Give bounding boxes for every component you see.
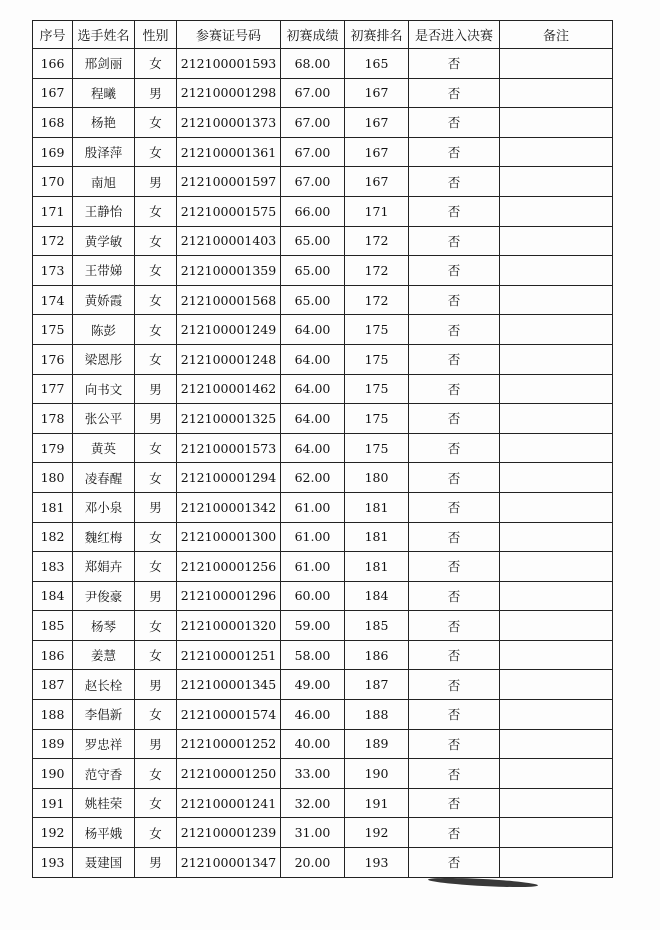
cell-entry-number: 212100001325 [177, 404, 281, 434]
cell-name: 王带娣 [73, 256, 135, 286]
cell-name: 张公平 [73, 404, 135, 434]
cell-seq: 192 [33, 818, 73, 848]
cell-entry-number: 212100001597 [177, 167, 281, 197]
cell-advance-final: 否 [409, 108, 500, 138]
cell-name: 杨平娥 [73, 818, 135, 848]
cell-name: 杨琴 [73, 611, 135, 641]
cell-seq: 186 [33, 640, 73, 670]
header-prelim-score: 初赛成绩 [281, 21, 345, 49]
cell-name: 凌春醒 [73, 463, 135, 493]
cell-entry-number: 212100001403 [177, 226, 281, 256]
cell-prelim-score: 64.00 [281, 404, 345, 434]
cell-entry-number: 212100001373 [177, 108, 281, 138]
cell-gender: 女 [135, 640, 177, 670]
header-gender: 性别 [135, 21, 177, 49]
cell-seq: 172 [33, 226, 73, 256]
cell-gender: 女 [135, 108, 177, 138]
cell-prelim-score: 64.00 [281, 315, 345, 345]
cell-advance-final: 否 [409, 611, 500, 641]
cell-name: 南旭 [73, 167, 135, 197]
table-row [33, 285, 613, 315]
cell-gender: 女 [135, 463, 177, 493]
cell-remarks [500, 285, 613, 315]
cell-entry-number: 212100001251 [177, 640, 281, 670]
cell-prelim-rank: 180 [345, 463, 409, 493]
cell-remarks [500, 492, 613, 522]
cell-name: 王静怡 [73, 196, 135, 226]
cell-seq: 193 [33, 848, 73, 878]
cell-entry-number: 212100001248 [177, 344, 281, 374]
cell-entry-number: 212100001593 [177, 49, 281, 79]
cell-prelim-rank: 184 [345, 581, 409, 611]
table-row [33, 492, 613, 522]
table-row [33, 522, 613, 552]
cell-advance-final: 否 [409, 492, 500, 522]
cell-seq: 170 [33, 167, 73, 197]
table-row [33, 108, 613, 138]
table-row [33, 729, 613, 759]
cell-advance-final: 否 [409, 167, 500, 197]
cell-advance-final: 否 [409, 640, 500, 670]
cell-entry-number: 212100001575 [177, 196, 281, 226]
cell-prelim-rank: 193 [345, 848, 409, 878]
cell-seq: 188 [33, 700, 73, 730]
cell-gender: 女 [135, 315, 177, 345]
cell-prelim-rank: 167 [345, 108, 409, 138]
table-row [33, 788, 613, 818]
cell-prelim-rank: 167 [345, 167, 409, 197]
cell-seq: 171 [33, 196, 73, 226]
cell-seq: 191 [33, 788, 73, 818]
cell-gender: 女 [135, 700, 177, 730]
cell-name: 邓小泉 [73, 492, 135, 522]
cell-name: 程曦 [73, 78, 135, 108]
cell-prelim-score: 40.00 [281, 729, 345, 759]
cell-prelim-score: 62.00 [281, 463, 345, 493]
table-row [33, 700, 613, 730]
cell-seq: 167 [33, 78, 73, 108]
cell-entry-number: 212100001294 [177, 463, 281, 493]
cell-entry-number: 212100001342 [177, 492, 281, 522]
cell-name: 尹俊豪 [73, 581, 135, 611]
cell-prelim-score: 67.00 [281, 78, 345, 108]
cell-entry-number: 212100001320 [177, 611, 281, 641]
cell-prelim-score: 65.00 [281, 256, 345, 286]
cell-name: 郑娟卉 [73, 552, 135, 582]
cell-remarks [500, 315, 613, 345]
cell-advance-final: 否 [409, 788, 500, 818]
cell-gender: 男 [135, 670, 177, 700]
table-header-row [33, 21, 613, 49]
cell-name: 杨艳 [73, 108, 135, 138]
cell-gender: 男 [135, 78, 177, 108]
cell-prelim-rank: 181 [345, 522, 409, 552]
cell-advance-final: 否 [409, 374, 500, 404]
cell-advance-final: 否 [409, 196, 500, 226]
cell-advance-final: 否 [409, 818, 500, 848]
table-row [33, 759, 613, 789]
cell-gender: 男 [135, 374, 177, 404]
cell-seq: 181 [33, 492, 73, 522]
cell-gender: 女 [135, 226, 177, 256]
cell-seq: 176 [33, 344, 73, 374]
cell-entry-number: 212100001347 [177, 848, 281, 878]
cell-advance-final: 否 [409, 670, 500, 700]
cell-prelim-score: 67.00 [281, 167, 345, 197]
table-row [33, 463, 613, 493]
table-row [33, 848, 613, 878]
table-row [33, 344, 613, 374]
cell-prelim-score: 61.00 [281, 552, 345, 582]
cell-seq: 179 [33, 433, 73, 463]
cell-prelim-rank: 171 [345, 196, 409, 226]
cell-remarks [500, 108, 613, 138]
cell-prelim-rank: 167 [345, 78, 409, 108]
cell-prelim-rank: 192 [345, 818, 409, 848]
cell-gender: 女 [135, 611, 177, 641]
cell-gender: 女 [135, 285, 177, 315]
header-advance-final: 是否进入决赛 [409, 21, 500, 49]
cell-prelim-rank: 175 [345, 433, 409, 463]
cell-name: 黄学敏 [73, 226, 135, 256]
cell-advance-final: 否 [409, 522, 500, 552]
table-row [33, 167, 613, 197]
cell-seq: 166 [33, 49, 73, 79]
cell-seq: 174 [33, 285, 73, 315]
cell-advance-final: 否 [409, 759, 500, 789]
cell-name: 黄娇霞 [73, 285, 135, 315]
cell-gender: 女 [135, 818, 177, 848]
cell-remarks [500, 78, 613, 108]
cell-entry-number: 212100001252 [177, 729, 281, 759]
cell-seq: 185 [33, 611, 73, 641]
cell-prelim-rank: 191 [345, 788, 409, 818]
cell-advance-final: 否 [409, 285, 500, 315]
cell-advance-final: 否 [409, 49, 500, 79]
scan-smudge [428, 876, 538, 889]
cell-advance-final: 否 [409, 433, 500, 463]
cell-prelim-score: 64.00 [281, 374, 345, 404]
table-row [33, 78, 613, 108]
cell-prelim-rank: 167 [345, 137, 409, 167]
table-row [33, 670, 613, 700]
cell-prelim-score: 59.00 [281, 611, 345, 641]
cell-prelim-score: 31.00 [281, 818, 345, 848]
cell-seq: 187 [33, 670, 73, 700]
cell-seq: 183 [33, 552, 73, 582]
cell-seq: 180 [33, 463, 73, 493]
header-entry-number: 参赛证号码 [177, 21, 281, 49]
cell-gender: 男 [135, 492, 177, 522]
cell-name: 殷泽萍 [73, 137, 135, 167]
cell-remarks [500, 137, 613, 167]
cell-advance-final: 否 [409, 848, 500, 878]
cell-gender: 男 [135, 167, 177, 197]
cell-remarks [500, 167, 613, 197]
cell-gender: 女 [135, 137, 177, 167]
table-row [33, 433, 613, 463]
table-row [33, 196, 613, 226]
cell-entry-number: 212100001574 [177, 700, 281, 730]
cell-remarks [500, 433, 613, 463]
cell-prelim-rank: 175 [345, 374, 409, 404]
table-row [33, 581, 613, 611]
cell-name: 陈彭 [73, 315, 135, 345]
table-row [33, 404, 613, 434]
cell-gender: 女 [135, 433, 177, 463]
cell-name: 范守香 [73, 759, 135, 789]
cell-prelim-rank: 175 [345, 315, 409, 345]
cell-entry-number: 212100001573 [177, 433, 281, 463]
cell-prelim-score: 33.00 [281, 759, 345, 789]
cell-remarks [500, 729, 613, 759]
cell-entry-number: 212100001296 [177, 581, 281, 611]
cell-gender: 女 [135, 552, 177, 582]
cell-seq: 189 [33, 729, 73, 759]
cell-entry-number: 212100001462 [177, 374, 281, 404]
cell-prelim-score: 49.00 [281, 670, 345, 700]
cell-seq: 173 [33, 256, 73, 286]
header-name: 选手姓名 [73, 21, 135, 49]
cell-name: 罗忠祥 [73, 729, 135, 759]
cell-prelim-rank: 172 [345, 285, 409, 315]
cell-prelim-score: 65.00 [281, 226, 345, 256]
cell-prelim-rank: 189 [345, 729, 409, 759]
cell-remarks [500, 788, 613, 818]
cell-prelim-rank: 172 [345, 256, 409, 286]
cell-name: 姜慧 [73, 640, 135, 670]
cell-remarks [500, 700, 613, 730]
header-remarks: 备注 [500, 21, 613, 49]
cell-remarks [500, 256, 613, 286]
cell-gender: 女 [135, 759, 177, 789]
cell-gender: 女 [135, 788, 177, 818]
table-row [33, 315, 613, 345]
cell-advance-final: 否 [409, 700, 500, 730]
cell-remarks [500, 344, 613, 374]
cell-advance-final: 否 [409, 404, 500, 434]
cell-name: 向书文 [73, 374, 135, 404]
cell-prelim-rank: 185 [345, 611, 409, 641]
table-row [33, 49, 613, 79]
cell-gender: 女 [135, 256, 177, 286]
cell-prelim-score: 58.00 [281, 640, 345, 670]
cell-gender: 女 [135, 344, 177, 374]
cell-prelim-rank: 181 [345, 492, 409, 522]
cell-name: 黄英 [73, 433, 135, 463]
cell-prelim-rank: 190 [345, 759, 409, 789]
cell-entry-number: 212100001256 [177, 552, 281, 582]
cell-entry-number: 212100001568 [177, 285, 281, 315]
cell-advance-final: 否 [409, 137, 500, 167]
cell-advance-final: 否 [409, 78, 500, 108]
cell-gender: 男 [135, 581, 177, 611]
cell-gender: 女 [135, 196, 177, 226]
cell-remarks [500, 848, 613, 878]
cell-advance-final: 否 [409, 256, 500, 286]
cell-prelim-rank: 188 [345, 700, 409, 730]
cell-prelim-score: 20.00 [281, 848, 345, 878]
cell-remarks [500, 196, 613, 226]
cell-remarks [500, 404, 613, 434]
cell-seq: 175 [33, 315, 73, 345]
cell-remarks [500, 611, 613, 641]
cell-remarks [500, 522, 613, 552]
cell-entry-number: 212100001249 [177, 315, 281, 345]
cell-prelim-score: 61.00 [281, 492, 345, 522]
cell-prelim-rank: 175 [345, 404, 409, 434]
cell-entry-number: 212100001359 [177, 256, 281, 286]
table-row [33, 611, 613, 641]
table-row [33, 256, 613, 286]
cell-name: 姚桂荣 [73, 788, 135, 818]
cell-prelim-score: 61.00 [281, 522, 345, 552]
cell-name: 魏红梅 [73, 522, 135, 552]
cell-prelim-score: 60.00 [281, 581, 345, 611]
cell-entry-number: 212100001241 [177, 788, 281, 818]
cell-advance-final: 否 [409, 226, 500, 256]
table-row [33, 552, 613, 582]
cell-prelim-score: 67.00 [281, 108, 345, 138]
cell-remarks [500, 670, 613, 700]
cell-remarks [500, 552, 613, 582]
cell-seq: 184 [33, 581, 73, 611]
table-row [33, 640, 613, 670]
cell-seq: 178 [33, 404, 73, 434]
table-row [33, 226, 613, 256]
cell-remarks [500, 818, 613, 848]
cell-name: 聂建国 [73, 848, 135, 878]
cell-prelim-rank: 186 [345, 640, 409, 670]
cell-entry-number: 212100001361 [177, 137, 281, 167]
cell-remarks [500, 640, 613, 670]
cell-seq: 177 [33, 374, 73, 404]
cell-prelim-rank: 165 [345, 49, 409, 79]
cell-prelim-score: 65.00 [281, 285, 345, 315]
cell-name: 李倡新 [73, 700, 135, 730]
cell-remarks [500, 581, 613, 611]
cell-entry-number: 212100001239 [177, 818, 281, 848]
cell-entry-number: 212100001300 [177, 522, 281, 552]
cell-seq: 168 [33, 108, 73, 138]
header-prelim-rank: 初赛排名 [345, 21, 409, 49]
cell-gender: 女 [135, 49, 177, 79]
cell-entry-number: 212100001250 [177, 759, 281, 789]
cell-gender: 女 [135, 522, 177, 552]
cell-prelim-rank: 187 [345, 670, 409, 700]
table-row [33, 818, 613, 848]
table-row [33, 374, 613, 404]
cell-entry-number: 212100001345 [177, 670, 281, 700]
cell-gender: 男 [135, 729, 177, 759]
cell-prelim-score: 46.00 [281, 700, 345, 730]
cell-prelim-score: 67.00 [281, 137, 345, 167]
cell-seq: 182 [33, 522, 73, 552]
cell-name: 邢剑丽 [73, 49, 135, 79]
cell-seq: 190 [33, 759, 73, 789]
cell-remarks [500, 759, 613, 789]
cell-prelim-score: 32.00 [281, 788, 345, 818]
cell-advance-final: 否 [409, 344, 500, 374]
cell-seq: 169 [33, 137, 73, 167]
cell-prelim-score: 64.00 [281, 433, 345, 463]
cell-prelim-score: 64.00 [281, 344, 345, 374]
cell-name: 赵长栓 [73, 670, 135, 700]
cell-advance-final: 否 [409, 729, 500, 759]
cell-entry-number: 212100001298 [177, 78, 281, 108]
results-table [32, 20, 613, 878]
cell-prelim-score: 68.00 [281, 49, 345, 79]
cell-advance-final: 否 [409, 552, 500, 582]
cell-remarks [500, 374, 613, 404]
cell-advance-final: 否 [409, 463, 500, 493]
cell-advance-final: 否 [409, 315, 500, 345]
cell-name: 梁恩彤 [73, 344, 135, 374]
cell-remarks [500, 226, 613, 256]
table-row [33, 137, 613, 167]
cell-prelim-rank: 172 [345, 226, 409, 256]
cell-prelim-score: 66.00 [281, 196, 345, 226]
cell-prelim-rank: 175 [345, 344, 409, 374]
cell-gender: 男 [135, 848, 177, 878]
header-seq: 序号 [33, 21, 73, 49]
cell-remarks [500, 49, 613, 79]
cell-prelim-rank: 181 [345, 552, 409, 582]
cell-remarks [500, 463, 613, 493]
cell-advance-final: 否 [409, 581, 500, 611]
cell-gender: 男 [135, 404, 177, 434]
